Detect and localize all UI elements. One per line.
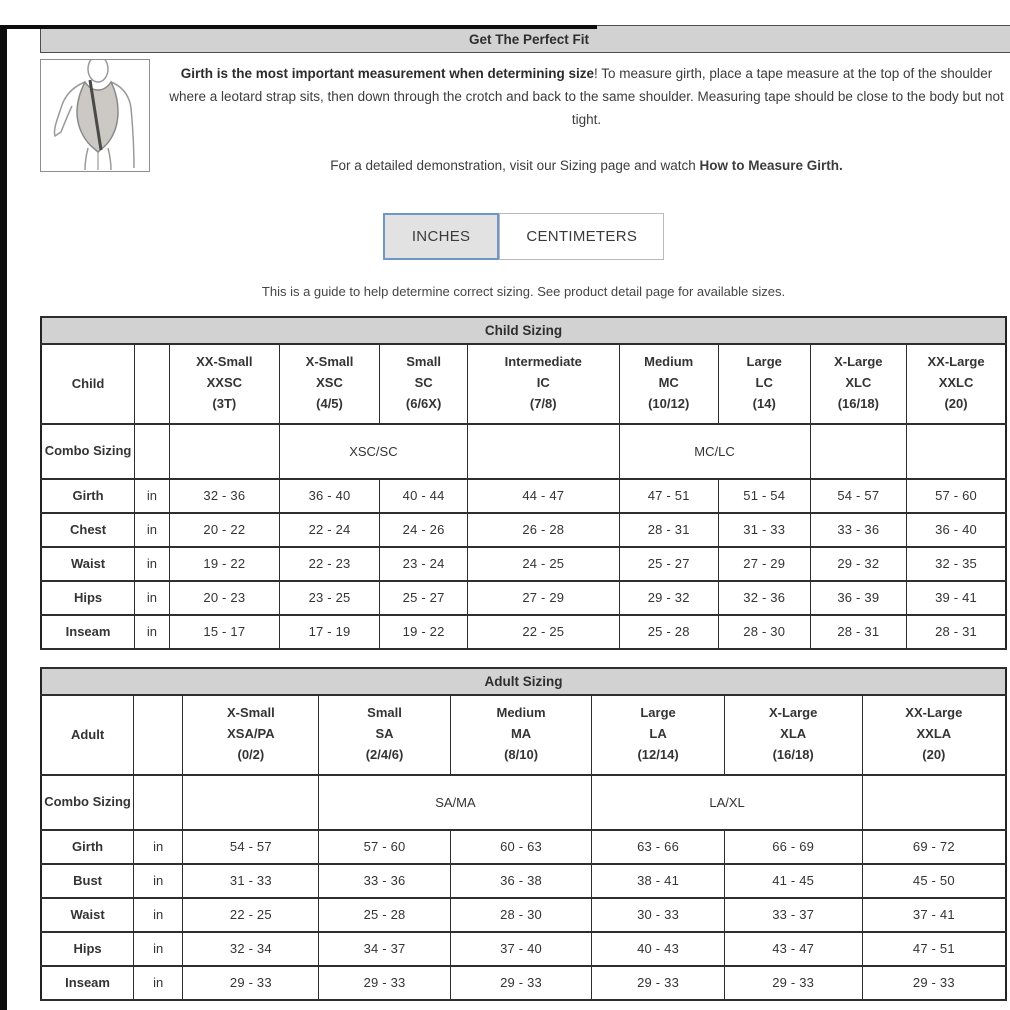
size-code: IC — [536, 375, 550, 391]
measurement-value: 19 - 22 — [380, 615, 468, 649]
adult-sizing-combo-cell: SA/MA — [319, 775, 592, 830]
adult-sizing-combo-cell: LA/XL — [592, 775, 862, 830]
measurement-value: 22 - 25 — [183, 898, 319, 932]
size-name: Medium — [644, 354, 694, 370]
centimeters-button[interactable]: CENTIMETERS — [499, 213, 664, 260]
child-sizing-column-header — [907, 344, 1006, 424]
size-range: (10/12) — [648, 396, 690, 412]
size-range: (3T) — [212, 396, 237, 412]
measurement-label: Waist — [41, 547, 135, 581]
adult-sizing-group-label: Adult — [41, 695, 134, 775]
measurement-value: 34 - 37 — [319, 932, 450, 966]
measurement-value: 32 - 36 — [169, 479, 279, 513]
child-sizing-combo-cell: MC/LC — [619, 424, 810, 479]
measurement-value: 29 - 33 — [319, 966, 450, 1000]
measurement-value: 29 - 32 — [810, 547, 907, 581]
adult-sizing-column-header — [862, 695, 1006, 775]
child-sizing-title: Child Sizing — [41, 317, 1006, 344]
measurement-value: 66 - 69 — [724, 830, 862, 864]
measurement-value: 28 - 30 — [450, 898, 592, 932]
unit-cell: in — [134, 898, 183, 932]
measurement-value: 33 - 37 — [724, 898, 862, 932]
measurement-value: 45 - 50 — [862, 864, 1006, 898]
measurement-value: 51 - 54 — [718, 479, 810, 513]
measurement-value: 28 - 31 — [619, 513, 718, 547]
unit-cell: in — [134, 830, 183, 864]
girth-intro-paragraph — [166, 59, 1007, 132]
adult-sizing-column-header — [450, 695, 592, 775]
measurement-value: 28 - 31 — [907, 615, 1006, 649]
unit-cell: in — [135, 547, 170, 581]
measurement-label: Hips — [41, 581, 135, 615]
adult-sizing-row-waist — [41, 898, 1006, 932]
measurement-value: 29 - 33 — [592, 966, 724, 1000]
size-range: (12/14) — [637, 747, 679, 763]
child-sizing-column-header — [380, 344, 468, 424]
leotard-girth-diagram-icon — [40, 59, 150, 172]
size-name: Large — [746, 354, 782, 370]
demo-sentence-bold: How to Measure Girth. — [699, 157, 843, 173]
measurement-value: 37 - 41 — [862, 898, 1006, 932]
size-code: XLA — [780, 726, 807, 742]
measurement-value: 29 - 33 — [450, 966, 592, 1000]
child-sizing-column-header — [279, 344, 379, 424]
measurement-value: 24 - 25 — [468, 547, 620, 581]
measurement-value: 19 - 22 — [169, 547, 279, 581]
measurement-value: 30 - 33 — [592, 898, 724, 932]
measurement-value: 29 - 33 — [862, 966, 1006, 1000]
child-sizing-combo-unit — [135, 424, 170, 479]
measurement-value: 60 - 63 — [450, 830, 592, 864]
size-range: (16/18) — [772, 747, 814, 763]
measurement-value: 57 - 60 — [319, 830, 450, 864]
measurement-value: 54 - 57 — [183, 830, 319, 864]
unit-toggle — [40, 213, 1007, 260]
measurement-label: Hips — [41, 932, 134, 966]
measurement-value: 25 - 27 — [380, 581, 468, 615]
measurement-value: 69 - 72 — [862, 830, 1006, 864]
size-code: SA — [375, 726, 394, 742]
measurement-label: Chest — [41, 513, 135, 547]
measurement-value: 17 - 19 — [279, 615, 379, 649]
adult-sizing-column-header — [592, 695, 724, 775]
child-sizing-unit-header — [135, 344, 170, 424]
adult-sizing-combo-unit — [134, 775, 183, 830]
adult-sizing-column-header — [319, 695, 450, 775]
measurement-label: Bust — [41, 864, 134, 898]
unit-cell: in — [135, 479, 170, 513]
size-code: XXSC — [206, 375, 243, 391]
size-name: Small — [367, 705, 402, 721]
size-code: LC — [755, 375, 773, 391]
measurement-value: 31 - 33 — [718, 513, 810, 547]
measurement-value: 24 - 26 — [380, 513, 468, 547]
measurement-value: 22 - 23 — [279, 547, 379, 581]
size-name: Intermediate — [504, 354, 582, 370]
measurement-value: 27 - 29 — [468, 581, 620, 615]
size-range: (8/10) — [504, 747, 539, 763]
measurement-value: 31 - 33 — [183, 864, 319, 898]
size-name: XX-Large — [927, 354, 985, 370]
measurement-value: 41 - 45 — [724, 864, 862, 898]
measurement-value: 23 - 25 — [279, 581, 379, 615]
measurement-value: 29 - 33 — [183, 966, 319, 1000]
child-sizing-row-hips — [41, 581, 1006, 615]
size-range: (20) — [922, 747, 946, 763]
size-name: X-Large — [834, 354, 883, 370]
size-code: MC — [658, 375, 679, 391]
unit-cell: in — [135, 615, 170, 649]
child-sizing-section — [40, 316, 1007, 650]
size-range: (0/2) — [237, 747, 265, 763]
measurement-value: 29 - 33 — [724, 966, 862, 1000]
adult-sizing-table — [40, 667, 1007, 1001]
child-sizing-combo-cell — [169, 424, 279, 479]
size-range: (6/6X) — [405, 396, 442, 412]
adult-sizing-row-hips — [41, 932, 1006, 966]
measurement-value: 36 - 40 — [907, 513, 1006, 547]
size-name: Large — [640, 705, 676, 721]
child-sizing-column-header — [169, 344, 279, 424]
adult-sizing-title: Adult Sizing — [41, 668, 1006, 695]
measurement-value: 22 - 25 — [468, 615, 620, 649]
size-code: SC — [414, 375, 433, 391]
measurement-label: Girth — [41, 479, 135, 513]
size-range: (2/4/6) — [365, 747, 404, 763]
measurement-value: 40 - 43 — [592, 932, 724, 966]
intro-text-column — [150, 59, 1007, 173]
measurement-value: 47 - 51 — [862, 932, 1006, 966]
adult-sizing-row-bust — [41, 864, 1006, 898]
page-title: Get The Perfect Fit — [40, 25, 1010, 53]
measurement-value: 25 - 28 — [619, 615, 718, 649]
child-sizing-combo-cell — [468, 424, 620, 479]
unit-cell: in — [135, 513, 170, 547]
size-code: XLC — [845, 375, 872, 391]
intro-section — [40, 59, 1007, 173]
child-sizing-combo-label: Combo Sizing — [41, 424, 135, 479]
child-sizing-column-header — [810, 344, 907, 424]
measurement-value: 20 - 23 — [169, 581, 279, 615]
guide-note: This is a guide to help determine correct sizing. See product detail page for available sizes. — [261, 283, 786, 299]
measurement-value: 43 - 47 — [724, 932, 862, 966]
measurement-value: 15 - 17 — [169, 615, 279, 649]
child-sizing-column-header — [718, 344, 810, 424]
measurement-value: 36 - 39 — [810, 581, 907, 615]
size-range: (20) — [944, 396, 968, 412]
size-range: (4/5) — [316, 396, 343, 412]
measurement-value: 28 - 31 — [810, 615, 907, 649]
size-code: MA — [510, 726, 532, 742]
girth-intro-rest: ! To measure girth, place a tape measure at the top of the shoulder where a leotard strap sits, then down through the crotch and back to the same shoulder. Measuring tape should be close to the body but not tight. — [169, 66, 1004, 128]
size-code: XXLA — [916, 726, 952, 742]
unit-cell: in — [135, 581, 170, 615]
measurement-label: Inseam — [41, 615, 135, 649]
measurement-value: 36 - 40 — [279, 479, 379, 513]
measurement-label: Waist — [41, 898, 134, 932]
child-sizing-row-chest — [41, 513, 1006, 547]
page-left-border — [0, 25, 7, 1010]
child-sizing-group-label: Child — [41, 344, 135, 424]
child-sizing-combo-cell: XSC/SC — [279, 424, 467, 479]
measurement-value: 32 - 36 — [718, 581, 810, 615]
child-sizing-table — [40, 316, 1007, 650]
measurement-value: 33 - 36 — [810, 513, 907, 547]
demo-sentence-pre: For a detailed demonstration, visit our Sizing page and watch — [330, 157, 700, 173]
measurement-value: 25 - 28 — [319, 898, 450, 932]
unit-cell: in — [134, 966, 183, 1000]
measurement-label: Inseam — [41, 966, 134, 1000]
adult-sizing-combo-cell — [183, 775, 319, 830]
size-code: XSC — [316, 375, 343, 391]
measurement-value: 28 - 30 — [718, 615, 810, 649]
adult-sizing-section — [40, 667, 1007, 1001]
demo-sentence — [166, 158, 1007, 173]
measurement-value: 37 - 40 — [450, 932, 592, 966]
child-sizing-column-header — [619, 344, 718, 424]
adult-sizing-row-inseam — [41, 966, 1006, 1000]
measurement-value: 36 - 38 — [450, 864, 592, 898]
sizing-page — [40, 25, 1010, 1001]
measurement-value: 29 - 32 — [619, 581, 718, 615]
measurement-value: 23 - 24 — [380, 547, 468, 581]
size-range: (7/8) — [529, 396, 557, 412]
adult-sizing-combo-cell — [862, 775, 1006, 830]
adult-sizing-column-header — [183, 695, 319, 775]
page-top-border — [0, 25, 597, 29]
measurement-value: 22 - 24 — [279, 513, 379, 547]
girth-intro-bold: Girth is the most important measurement when determining size — [180, 66, 595, 81]
measurement-value: 63 - 66 — [592, 830, 724, 864]
size-code: XSA/PA — [227, 726, 275, 742]
measurement-value: 38 - 41 — [592, 864, 724, 898]
size-name: XX-Large — [905, 705, 963, 721]
measurement-value: 32 - 34 — [183, 932, 319, 966]
child-sizing-column-header — [468, 344, 620, 424]
size-name: Small — [406, 354, 441, 370]
measurement-value: 26 - 28 — [468, 513, 620, 547]
adult-sizing-unit-header — [134, 695, 183, 775]
unit-cell: in — [134, 864, 183, 898]
adult-sizing-combo-label: Combo Sizing — [41, 775, 134, 830]
measurement-value: 25 - 27 — [619, 547, 718, 581]
size-name: X-Large — [768, 705, 818, 721]
adult-sizing-row-girth — [41, 830, 1006, 864]
size-code: LA — [649, 726, 667, 742]
measurement-value: 39 - 41 — [907, 581, 1006, 615]
size-name: X-Small — [305, 354, 354, 370]
measurement-value: 40 - 44 — [380, 479, 468, 513]
measurement-value: 33 - 36 — [319, 864, 450, 898]
size-code: XXLC — [938, 375, 974, 391]
child-sizing-row-girth — [41, 479, 1006, 513]
unit-cell: in — [134, 932, 183, 966]
measurement-value: 57 - 60 — [907, 479, 1006, 513]
size-range: (16/18) — [837, 396, 879, 412]
child-sizing-row-inseam — [41, 615, 1006, 649]
measurement-label: Girth — [41, 830, 134, 864]
child-sizing-row-waist — [41, 547, 1006, 581]
size-name: Medium — [496, 705, 546, 721]
size-name: X-Small — [227, 705, 275, 721]
size-range: (14) — [752, 396, 776, 412]
measurement-value: 47 - 51 — [619, 479, 718, 513]
inches-button[interactable]: INCHES — [383, 213, 499, 260]
measurement-value: 32 - 35 — [907, 547, 1006, 581]
size-name: XX-Small — [196, 354, 253, 370]
child-sizing-combo-cell — [810, 424, 907, 479]
measurement-value: 54 - 57 — [810, 479, 907, 513]
adult-sizing-column-header — [724, 695, 862, 775]
measurement-value: 27 - 29 — [718, 547, 810, 581]
measurement-value: 44 - 47 — [468, 479, 620, 513]
child-sizing-combo-cell — [907, 424, 1006, 479]
measurement-value: 20 - 22 — [169, 513, 279, 547]
